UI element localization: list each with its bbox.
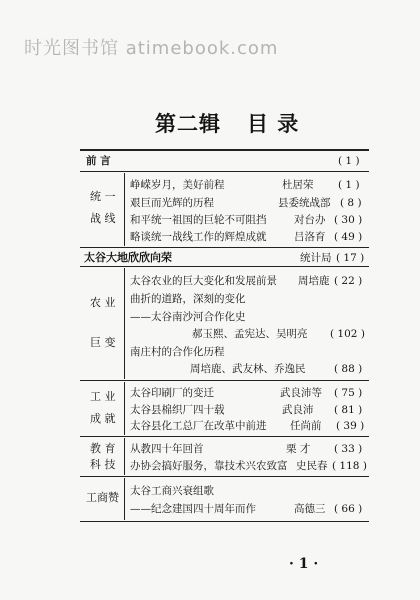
rule-after-united-front bbox=[80, 247, 369, 248]
toc-entry: 曲折的道路，深刻的变化 bbox=[130, 293, 246, 305]
page-title bbox=[155, 108, 305, 136]
preface-row bbox=[86, 154, 368, 168]
category-education-1: 教 育 bbox=[90, 442, 116, 455]
rule-after-statistics bbox=[80, 266, 369, 267]
watermark-text: 时光图书馆 atimebook.com bbox=[24, 38, 279, 59]
toc-entry: 峥嵘岁月，美好前程 杜居荣 ( 1 ) bbox=[130, 179, 360, 191]
preface-label: 前 言 bbox=[86, 155, 111, 167]
toc-entry: 从教四十年回首 栗 才 ( 33 ) bbox=[130, 443, 363, 455]
toc-entry: 周培鹿、武友林、乔逸民 ( 88 ) bbox=[190, 363, 363, 375]
title-label: 目 录 bbox=[247, 111, 300, 136]
rule-after-preface bbox=[80, 171, 369, 172]
category-agriculture-1: 农 业 bbox=[90, 296, 116, 309]
category-agriculture-2: 巨 变 bbox=[90, 336, 116, 349]
rule-top bbox=[80, 149, 369, 151]
category-education-2: 科 技 bbox=[90, 458, 116, 471]
preface-page: ( 1 ) bbox=[338, 155, 360, 167]
toc-entry: 太谷县化工总厂在改革中前进 任尚前 ( 39 ) bbox=[130, 420, 365, 432]
toc-entry: 太谷印刷厂的变迁 武良沛等 ( 75 ) bbox=[130, 387, 363, 399]
toc-entry: ——纪念建国四十周年而作 高德三 ( 66 ) bbox=[130, 503, 363, 515]
toc-entry: 办协会搞好服务，靠技术兴农致富 史民春 ( 118 ) bbox=[130, 460, 367, 472]
toc-entry: 太谷农业的巨大变化和发展前景 周培鹿 ( 22 ) bbox=[130, 275, 363, 287]
toc-entry: 略谈统一战线工作的辉煌成就 吕洛育 ( 49 ) bbox=[130, 231, 363, 243]
category-united-front-2: 战 线 bbox=[90, 212, 116, 225]
category-united-front-1: 统 一 bbox=[90, 190, 116, 203]
rule-bottom bbox=[80, 521, 369, 522]
toc-entry: ——太谷南沙河合作化史 bbox=[130, 311, 246, 323]
category-industry-2: 成 就 bbox=[90, 412, 116, 425]
divider-agriculture bbox=[124, 268, 125, 379]
toc-entry: 郝玉熙、孟宪达、吴明亮 ( 102 ) bbox=[192, 328, 365, 340]
category-industry-1: 工 业 bbox=[90, 390, 116, 403]
toc-entry: 太谷工商兴衰组歌 bbox=[130, 485, 214, 497]
toc-entry: 艰巨而光辉的历程 县委统战部 ( 8 ) bbox=[130, 197, 362, 209]
rule-after-industry bbox=[80, 436, 369, 437]
divider-united-front bbox=[124, 173, 125, 246]
toc-entry: 太谷县棉织厂四十载 武良沛 ( 81 ) bbox=[130, 404, 363, 416]
rule-after-agriculture bbox=[80, 380, 369, 381]
page-number: · 1 · bbox=[289, 556, 319, 572]
divider-education bbox=[124, 438, 125, 475]
toc-entry: 统计局 ( 17 ) bbox=[300, 252, 365, 264]
divider-commerce bbox=[124, 478, 125, 520]
category-commerce: 工商赞 bbox=[86, 491, 119, 504]
toc-entry: 南庄村的合作化历程 bbox=[130, 346, 225, 358]
category-statistics: 太谷大地欣欣向荣 bbox=[84, 251, 172, 264]
title-series: 第二辑 bbox=[155, 111, 221, 136]
toc-entry: 和平统一祖国的巨轮不可阻挡 对台办 ( 30 ) bbox=[130, 214, 363, 226]
rule-after-education bbox=[80, 476, 369, 477]
divider-industry bbox=[124, 382, 125, 435]
